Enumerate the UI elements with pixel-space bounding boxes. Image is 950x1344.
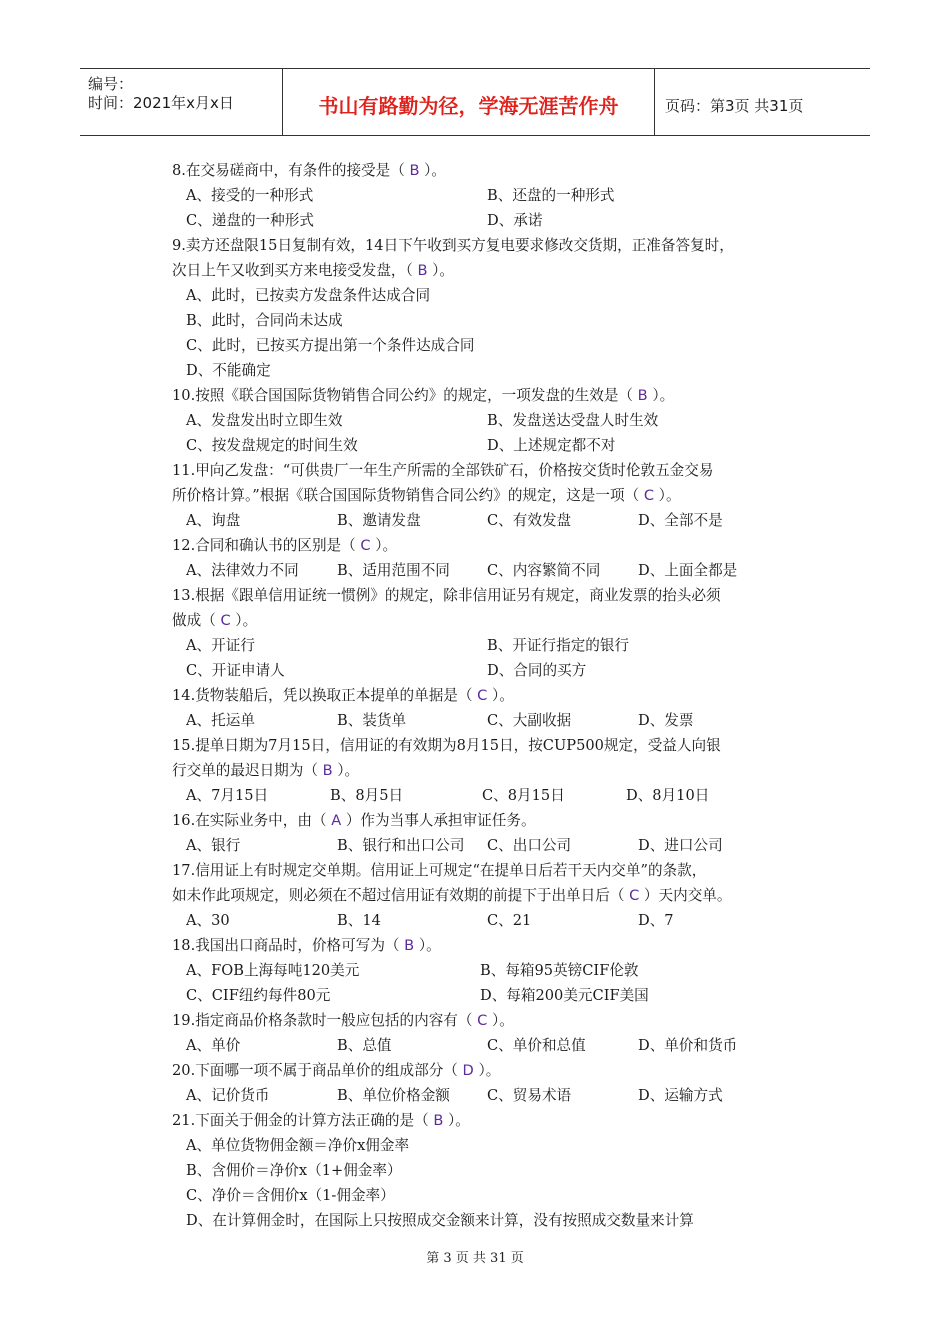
answer: A [331,812,342,829]
question-stem: 19.指定商品价格条款时一般应包括的内容有（ C ）。 [172,1012,514,1029]
answer: D [462,1062,474,1079]
header-meta [80,69,283,135]
answer: B [637,387,648,404]
option-row: A、7月15日 B、8月5日 C、8月15日 D、8月10日 [186,787,710,804]
question-stem: 11.甲向乙发盘：“可供贵厂一年生产所需的全部铁矿石，价格按交货时伦敦五金交易 [172,462,714,479]
header-motto: 书山有路勤为径，学海无涯苦作舟 [283,69,655,135]
page-header [80,68,870,136]
option-row: B、含佣价＝净价x（1+佣金率） [186,1162,402,1179]
question-stem: 做成（ C ）。 [172,612,258,629]
question-stem: 13.根据《跟单信用证统一惯例》的规定，除非信用证另有规定，商业发票的抬头必须 [172,587,721,604]
answer: B [417,262,428,279]
option-row: A、FOB上海每吨120美元 B、每箱95英镑CIF伦敦 [186,962,639,979]
answer: B [404,937,415,954]
number-label: 编号： [88,75,134,93]
answer: B [322,762,333,779]
option-row: A、开证行 B、开证行指定的银行 [186,637,630,654]
answer: C [629,887,640,904]
answer: C [360,537,371,554]
option-row: A、法律效力不同 B、适用范围不同 C、内容繁简不同 D、上面全都是 [186,562,738,579]
option-row: C、开证申请人 D、合同的买方 [186,662,587,679]
option-row: A、银行 B、银行和出口公司 C、出口公司 D、进口公司 [186,837,723,854]
question-stem: 次日上午又收到买方来电接受发盘，（ B ）。 [172,262,454,279]
question-stem: 如未作此项规定，则必须在不超过信用证有效期的前提下于出单日后（ C ）天内交单。 [172,887,732,904]
header-page-label: 页码：第3页 共31页 [665,96,804,115]
option-row: A、记价货币 B、单位价格金额 C、贸易术语 D、运输方式 [186,1087,723,1104]
option-row: A、接受的一种形式 B、还盘的一种形式 [186,187,615,204]
option-row: C、递盘的一种形式 D、承诺 [186,212,543,229]
question-stem: 所价格计算。”根据《联合国国际货物销售合同公约》的规定，这是一项（ C ）。 [172,487,681,504]
option-row: C、CIF纽约每件80元 D、每箱200美元CIF美国 [186,987,649,1004]
question-stem: 8.在交易磋商中，有条件的接受是（ B ）。 [172,162,447,179]
option-row: A、此时，已按卖方发盘条件达成合同 [186,287,431,304]
option-row: A、30 B、14 C、21 D、7 [186,912,674,929]
answer: C [477,1012,488,1029]
answer: B [433,1112,444,1129]
option-row: A、托运单 B、装货单 C、大副收据 D、发票 [186,712,694,729]
question-stem: 12.合同和确认书的区别是（ C ）。 [172,537,398,554]
option-row: C、此时，已按买方提出第一个条件达成合同 [186,337,475,354]
option-row: C、按发盘规定的时间生效 D、上述规定都不对 [186,437,616,454]
option-row: B、此时，合同尚未达成 [186,312,343,329]
answer: B [409,162,420,179]
option-row: C、净价＝含佣价x（1-佣金率） [186,1187,395,1204]
option-row: A、发盘发出时立即生效 B、发盘送达受盘人时生效 [186,412,659,429]
question-stem: 21.下面关于佣金的计算方法正确的是（ B ）。 [172,1112,470,1129]
question-stem: 15.提单日期为7月15日，信用证的有效期为8月15日，按CUP500规定，受益人向银 [172,737,721,754]
question-stem: 14.货物装船后，凭以换取正本提单的单据是（ C ）。 [172,687,514,704]
question-stem: 10.按照《联合国国际货物销售合同公约》的规定，一项发盘的生效是（ B ）。 [172,387,675,404]
page-footer: 第 3 页 共 31 页 [426,1251,524,1266]
answer: C [477,687,488,704]
option-row: A、询盘 B、邀请发盘 C、有效发盘 D、全部不是 [186,512,723,529]
option-row: D、在计算佣金时，在国际上只按照成交金额来计算，没有按照成交数量来计算 [186,1212,694,1229]
question-stem: 17.信用证上有时规定交单期。信用证上可规定“在提单日后若干天内交单”的条款， [172,862,707,879]
answer: C [220,612,231,629]
question-stem: 18.我国出口商品时，价格可写为（ B ）。 [172,937,441,954]
time-label: 时间：2021年x月x日 [88,94,234,112]
question-list [172,158,822,1233]
question-stem: 16.在实际业务中，由（ A ）作为当事人承担审证任务。 [172,812,536,829]
option-row: A、单价 B、总值 C、单价和总值 D、单价和货币 [186,1037,738,1054]
option-row: D、不能确定 [186,362,271,379]
question-stem: 9.卖方还盘限15日复制有效，14日下午收到买方复电要求修改交货期，正准备答复时， [172,237,734,254]
question-stem: 行交单的最迟日期为（ B ）。 [172,762,360,779]
answer: C [643,487,655,504]
option-row: A、单位货物佣金额＝净价x佣金率 [186,1137,410,1154]
question-stem: 20.下面哪一项不属于商品单价的组成部分（ D ）。 [172,1062,501,1079]
